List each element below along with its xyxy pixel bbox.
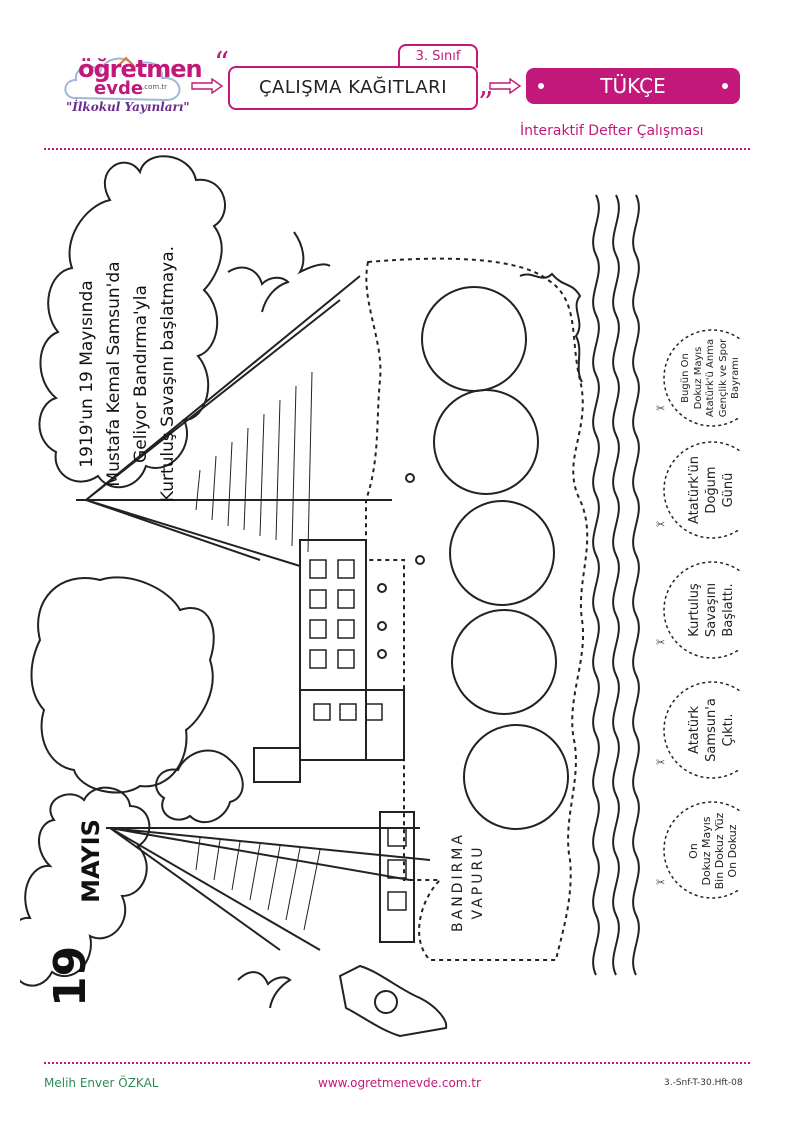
cutout-line: Atatürk'ün [687, 456, 702, 524]
porthole [378, 650, 386, 658]
grade-label: 3. Sınıf [398, 44, 478, 68]
cutout-line: Başlattı. [721, 583, 736, 637]
scissors-icon: ✂ [656, 756, 666, 769]
blank-circle-slot [450, 501, 554, 605]
scissors-icon: ✂ [656, 636, 666, 649]
cutout-line: Günü [721, 472, 736, 508]
portrait [32, 577, 214, 792]
wave-line [613, 195, 619, 975]
ship-windows [310, 560, 406, 910]
cutout-label [686, 560, 738, 660]
worksheet-code: 3.-Snf-T-30.Hft-08 [664, 1078, 743, 1088]
wave-line [593, 195, 599, 975]
open-quote-icon: “ [214, 46, 230, 81]
ship-name-line: VAPURU [470, 844, 486, 920]
cutout-label [686, 680, 738, 780]
badge-word: MAYIS [77, 819, 105, 903]
cutout-line: Dokuz Mayıs [692, 346, 704, 410]
bird [238, 972, 290, 1008]
cutout-line: Samsun'a [704, 698, 719, 762]
badge-number: 19 [45, 945, 96, 1007]
cutout-line: Atatürk'ü Anma [705, 338, 716, 418]
cutout-line: Doğum [704, 466, 719, 514]
cutout-label [680, 324, 744, 432]
porthole [406, 474, 414, 482]
cutout-line: On [687, 843, 700, 859]
cloud-line: Kurtuluş Savaşını başlatmaya. [158, 245, 178, 503]
subtitle: İnteraktif Defter Çalışması [520, 123, 704, 139]
ship-name-line: BANDIRMA [450, 832, 466, 932]
cutout-line: Çıktı. [721, 713, 736, 747]
porthole [378, 584, 386, 592]
funnel [254, 748, 300, 782]
logo-domain: .com.tr [142, 83, 168, 91]
footer-divider [44, 1062, 750, 1064]
page-title: ÇALIŞMA KAĞITLARI [228, 66, 478, 110]
turkish-flag-icon [340, 966, 446, 1036]
cloud-line: 1919'un 19 Mayısında [77, 280, 97, 468]
splash [520, 274, 582, 382]
author-name: Melih Enver ÖZKAL [44, 1076, 159, 1090]
blank-circle-slot [434, 390, 538, 494]
website-link[interactable]: www.ogretmenevde.com.tr [318, 1076, 481, 1090]
arrow-right-icon [488, 78, 522, 94]
rigging [110, 828, 430, 950]
blank-circle-slot [464, 725, 568, 829]
scissors-icon: ✂ [656, 518, 666, 531]
logo-slogan: "İlkokul Yayınları" [66, 100, 190, 114]
porthole [378, 622, 386, 630]
ship-name [448, 822, 488, 942]
subject-label: TÜKÇE [526, 68, 740, 104]
cutout-line: Atatürk [687, 706, 702, 754]
ship-deck [300, 690, 404, 760]
dot-icon [722, 83, 728, 89]
close-quote-icon: ” [478, 86, 494, 121]
cutout-line: Gençlik ve Spor [717, 338, 729, 418]
porthole [416, 556, 424, 564]
logo-text-sub: evde [94, 78, 144, 99]
cutout-label [686, 440, 738, 540]
cutout-line: Bayramı [730, 357, 741, 399]
cutout-line: On Dokuz [726, 824, 739, 878]
cutout-label [687, 797, 737, 905]
cutout-line: Savaşını [704, 582, 719, 638]
cloud-line: Geliyor Bandırma'yla [131, 285, 151, 463]
logo-text: öğretmen [78, 55, 202, 83]
cutout-line: Kurtuluş [687, 583, 702, 637]
cloud-line: Mustafa Kemal Samsun'da [104, 261, 124, 487]
scissors-icon: ✂ [656, 402, 666, 415]
smoke [156, 751, 243, 823]
bird [294, 232, 330, 272]
cloud-text [74, 244, 186, 504]
blank-circle-slot [452, 610, 556, 714]
cutout-line: Bugün On [680, 353, 691, 403]
wave-line [633, 195, 639, 975]
scissors-icon: ✂ [656, 876, 666, 889]
blank-circle-slot [422, 287, 526, 391]
cutout-line: Dokuz Mayıs [700, 816, 713, 886]
dot-icon [538, 83, 544, 89]
bird [228, 268, 288, 312]
cutout-line: Bin Dokuz Yüz [713, 812, 726, 890]
rigging-lines [196, 838, 320, 930]
